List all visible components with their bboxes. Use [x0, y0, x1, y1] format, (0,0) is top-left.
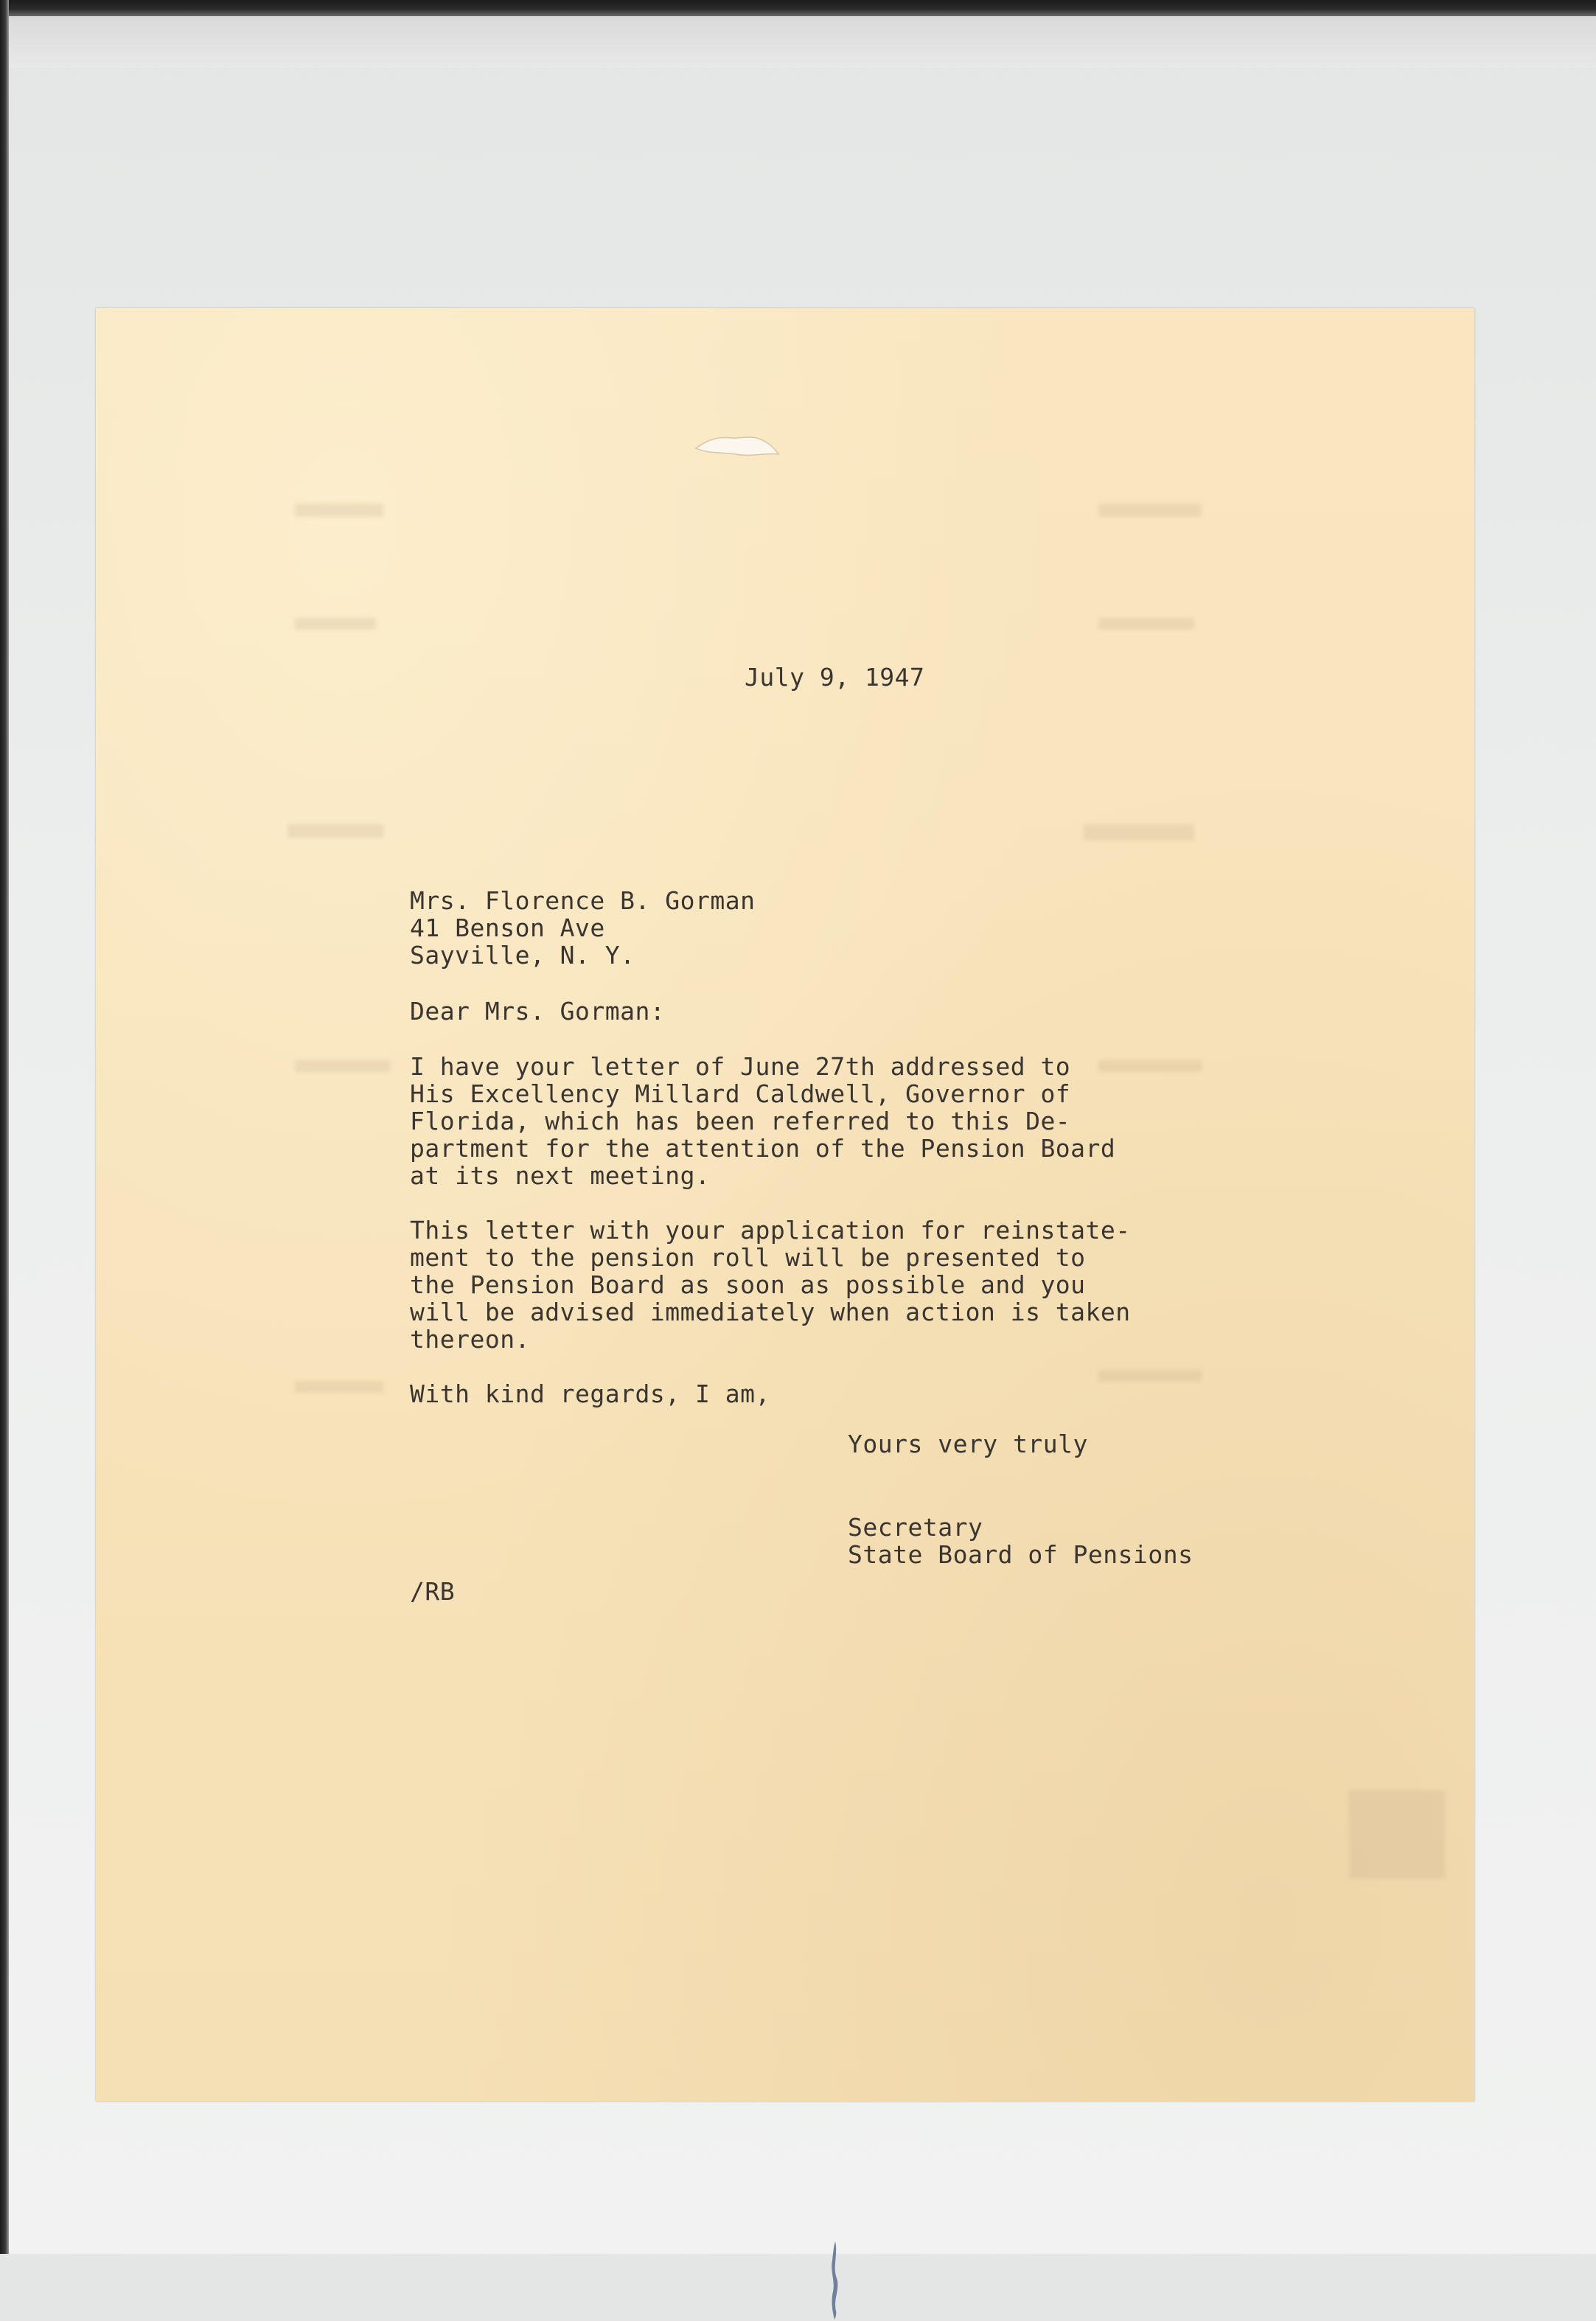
typist-initials: /RB	[410, 1577, 456, 1606]
body-line: partment for the attention of the Pension Board	[410, 1134, 1116, 1163]
show-through-mark	[1349, 1790, 1445, 1879]
body-line: thereon.	[410, 1325, 530, 1354]
show-through-mark	[1098, 1370, 1202, 1382]
scan-top-edge	[0, 0, 1596, 16]
body-line: I have your letter of June 27th addressed to	[410, 1052, 1071, 1081]
body-line: This letter with your application for reinstate-	[410, 1216, 1131, 1245]
letter-paper	[96, 308, 1474, 2101]
closing-line: With kind regards, I am,	[410, 1379, 770, 1408]
ink-smudge-mark	[826, 2240, 845, 2321]
body-line: the Pension Board as soon as possible and you	[410, 1270, 1086, 1299]
valediction: Yours very truly	[848, 1430, 1088, 1458]
show-through-mark	[1098, 504, 1202, 517]
body-line: ment to the pension roll will be presented to	[410, 1243, 1086, 1272]
signer-title: Secretary	[848, 1513, 983, 1542]
body-paragraph-1	[410, 1053, 1115, 1189]
letter-date: July 9, 1947	[745, 663, 925, 692]
show-through-mark	[1098, 618, 1194, 630]
body-line: His Excellency Millard Caldwell, Governor of	[410, 1079, 1071, 1108]
recipient-city: Sayville, N. Y.	[410, 941, 635, 970]
recipient-address	[410, 887, 755, 969]
signature-block	[848, 1514, 1193, 1568]
show-through-mark	[295, 1381, 383, 1393]
show-through-mark	[288, 824, 383, 838]
recipient-name: Mrs. Florence B. Gorman	[410, 886, 756, 915]
show-through-mark	[295, 504, 383, 517]
salutation: Dear Mrs. Gorman:	[410, 997, 666, 1026]
scan-band	[9, 16, 1596, 68]
body-paragraph-2	[410, 1217, 1131, 1353]
body-line: Florida, which has been referred to this De-	[410, 1107, 1071, 1135]
paper-tear-mark	[693, 432, 781, 459]
signer-organization: State Board of Pensions	[848, 1540, 1193, 1569]
body-line: will be advised immediately when action is taken	[410, 1298, 1131, 1326]
show-through-mark	[295, 1060, 391, 1072]
scan-left-edge	[0, 0, 9, 2254]
recipient-street: 41 Benson Ave	[410, 914, 605, 942]
body-line: at its next meeting.	[410, 1161, 711, 1190]
show-through-mark	[295, 618, 376, 630]
show-through-mark	[1084, 824, 1194, 841]
